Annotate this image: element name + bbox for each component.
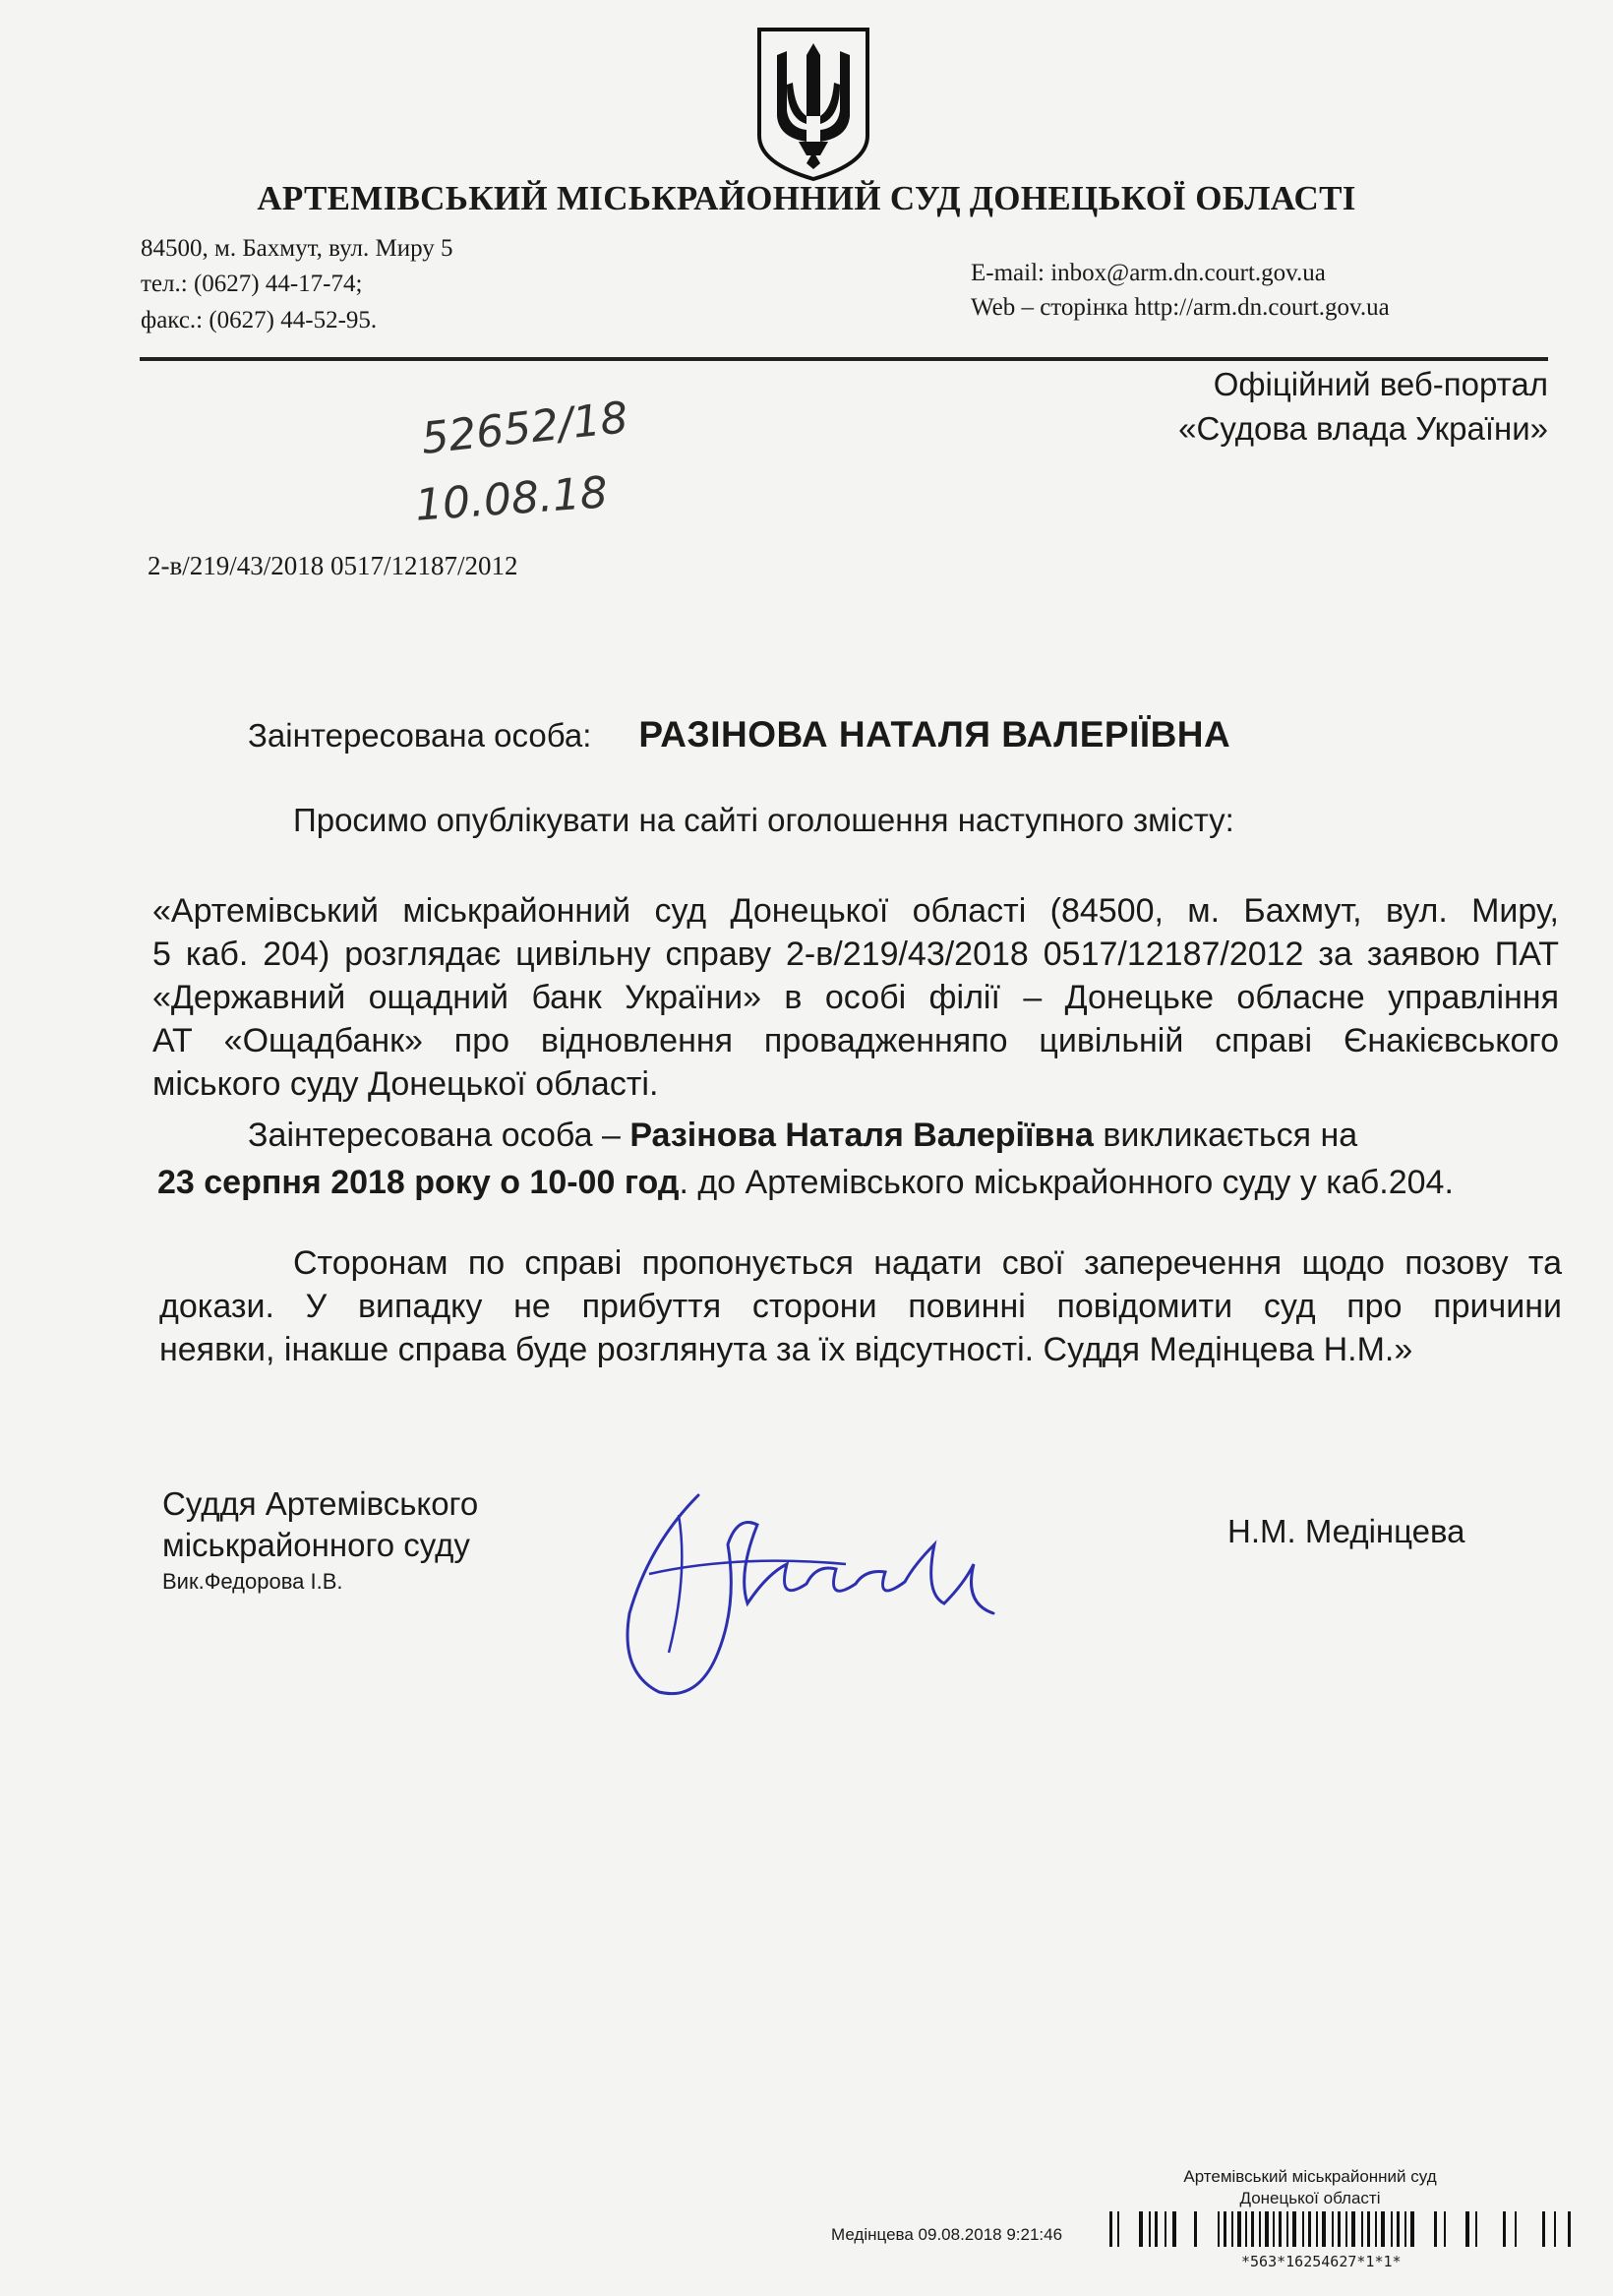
court-website: Web – сторінка http://arm.dn.court.gov.ua: [971, 294, 1390, 321]
announcement-line: міського суду Донецької області.: [152, 1065, 659, 1103]
executor: Вик.Федорова І.В.: [162, 1569, 343, 1594]
summons-date-line: [157, 1161, 1564, 1204]
announcement-line: «Державний ощадний банк України» в особі філії – Донецьке обласне управління: [152, 979, 1559, 1016]
summons-date: 23 серпня 2018 року о 10-00 год: [157, 1164, 680, 1201]
summons-place: . до Артемівського міськрайонного суду у каб.204.: [679, 1164, 1454, 1201]
barcode-icon: [1109, 2211, 1577, 2247]
interested-party-label: Заінтересована особа:: [248, 717, 592, 754]
handwritten-date: 10.08.18: [413, 467, 610, 531]
summons-suffix: викликається на: [1093, 1117, 1358, 1154]
handwritten-registration-number: 52652/18: [418, 393, 630, 464]
announcement-line: «Артемівський міськрайонний суд Донецької області (84500, м. Бахмут, вул. Миру,: [152, 892, 1559, 930]
summons-name: Разінова Наталя Валеріївна: [629, 1117, 1094, 1154]
announcement-line: 5 каб. 204) розглядає цивільну справу 2-в/219/43/2018 0517/12187/2012 за заявою ПАТ: [152, 936, 1559, 973]
recipient-line-1: Офіційний веб-портал: [1213, 366, 1548, 402]
summons-line: [248, 1114, 1526, 1157]
signer-title-line-1: Суддя Артемівського: [162, 1485, 479, 1522]
court-fax: факс.: (0627) 44-52-95.: [141, 307, 378, 333]
stamp-court-line-1: Артемівський міськрайонний суд: [1183, 2167, 1437, 2186]
header-divider: [140, 357, 1548, 361]
interested-party-row: [248, 714, 1230, 755]
coat-of-arms-icon: [755, 26, 871, 183]
recipient-line-2: «Судова влада України»: [1178, 410, 1548, 447]
publication-request: Просимо опублікувати на сайті оголошення наступного змісту:: [293, 802, 1234, 838]
announcement-line: АТ «Ощадбанк» про відновлення провадженняпо цивільній справі Єнакієвського: [152, 1022, 1559, 1059]
barcode-number: *563*16254627*1*1*: [1241, 2253, 1402, 2270]
closing-line: Сторонам по справі пропонується надати свої заперечення щодо позову та: [293, 1244, 1562, 1282]
judge-name: Н.М. Медінцева: [1227, 1513, 1465, 1549]
case-reference: 2-в/219/43/2018 0517/12187/2012: [148, 551, 518, 580]
closing-line: докази. У випадку не прибуття сторони повинні повідомити суд про причини: [159, 1288, 1562, 1325]
interested-party-name: РАЗІНОВА НАТАЛЯ ВАЛЕРІЇВНА: [638, 714, 1231, 755]
registration-stamp-entry: Медінцева 09.08.2018 9:21:46: [831, 2225, 1063, 2244]
court-address: 84500, м. Бахмут, вул. Миру 5: [141, 235, 453, 262]
recipient-block: [1178, 362, 1548, 451]
court-email: E-mail: inbox@arm.dn.court.gov.ua: [971, 260, 1326, 286]
closing-line: неявки, інакше справа буде розглянута за їх відсутності. Суддя Медінцева Н.М.»: [159, 1331, 1413, 1368]
registration-stamp-court: [1182, 2166, 1438, 2209]
court-name: АРТЕМІВСЬКИЙ МІСЬКРАЙОННИЙ СУД ДОНЕЦЬКОЇ ОБЛАСТІ: [257, 179, 1356, 217]
closing-paragraph: [159, 1241, 1562, 1371]
signer-title-line-2: міськрайонного суду: [162, 1527, 470, 1563]
announcement-body: [152, 889, 1559, 1106]
court-phone: тел.: (0627) 44-17-74;: [141, 271, 363, 297]
summons-prefix: Заінтересована особа –: [248, 1117, 630, 1154]
stamp-court-line-2: Донецької області: [1239, 2189, 1381, 2207]
signer-title-block: [162, 1483, 478, 1598]
handwritten-signature: [590, 1456, 1003, 1712]
